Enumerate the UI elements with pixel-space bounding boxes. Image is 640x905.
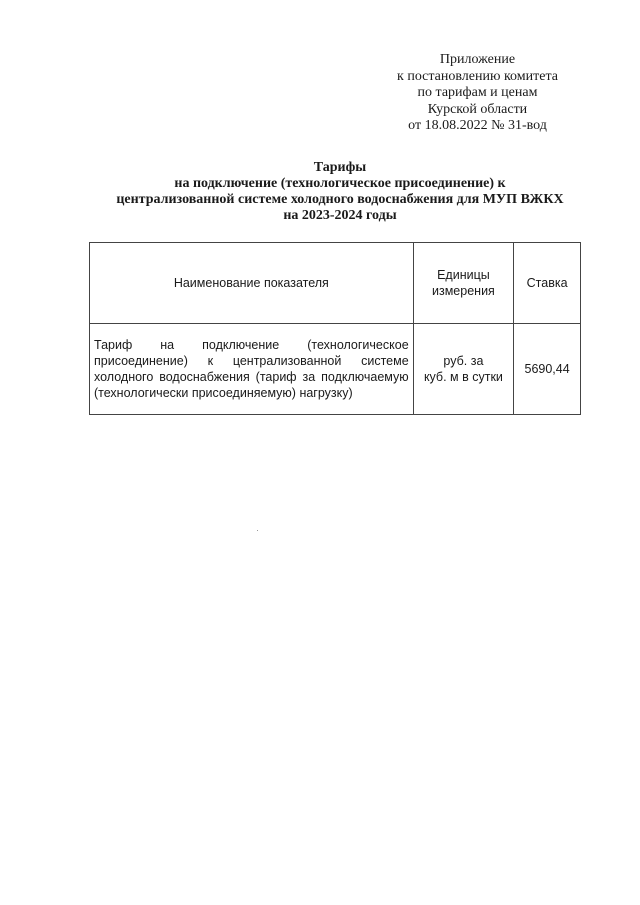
header-unit-cell [413, 243, 514, 324]
appendix-header [380, 52, 575, 135]
table-row [90, 324, 581, 415]
appendix-line: по тарифам и ценам [417, 85, 538, 100]
row-unit-line: руб. за [443, 354, 484, 368]
title-line: на подключение (технологическое присоединение) к [174, 176, 506, 191]
row-unit-cell [413, 324, 514, 415]
scan-speck [257, 530, 258, 531]
tariff-table [89, 242, 581, 415]
row-name-cell: Тариф на подключение (технологическое присоединение) к централизованной системе холодного водоснабжения (тариф за подключаемую (технологически присоединяемую) нагрузку) [90, 324, 414, 415]
row-unit-line: куб. м в сутки [423, 370, 503, 384]
title-line: на 2023-2024 годы [283, 208, 397, 223]
header-rate-cell: Ставка [514, 243, 581, 324]
header-name-cell: Наименование показателя [90, 243, 414, 324]
document-title [60, 160, 620, 224]
row-rate-cell: 5690,44 [514, 324, 581, 415]
title-line: централизованной системе холодного водоснабжения для МУП ВЖКХ [116, 192, 564, 207]
appendix-line: Приложение [439, 52, 516, 67]
title-line: Тарифы [313, 160, 367, 175]
appendix-date-line: от 18.08.2022 № 31-вод [408, 118, 547, 133]
header-unit-line: Единицы [437, 268, 490, 282]
table-header-row [90, 243, 581, 324]
header-unit-line: измерения [432, 284, 495, 298]
appendix-line: к постановлению комитета [397, 68, 558, 84]
appendix-line: Курской области [427, 101, 528, 117]
